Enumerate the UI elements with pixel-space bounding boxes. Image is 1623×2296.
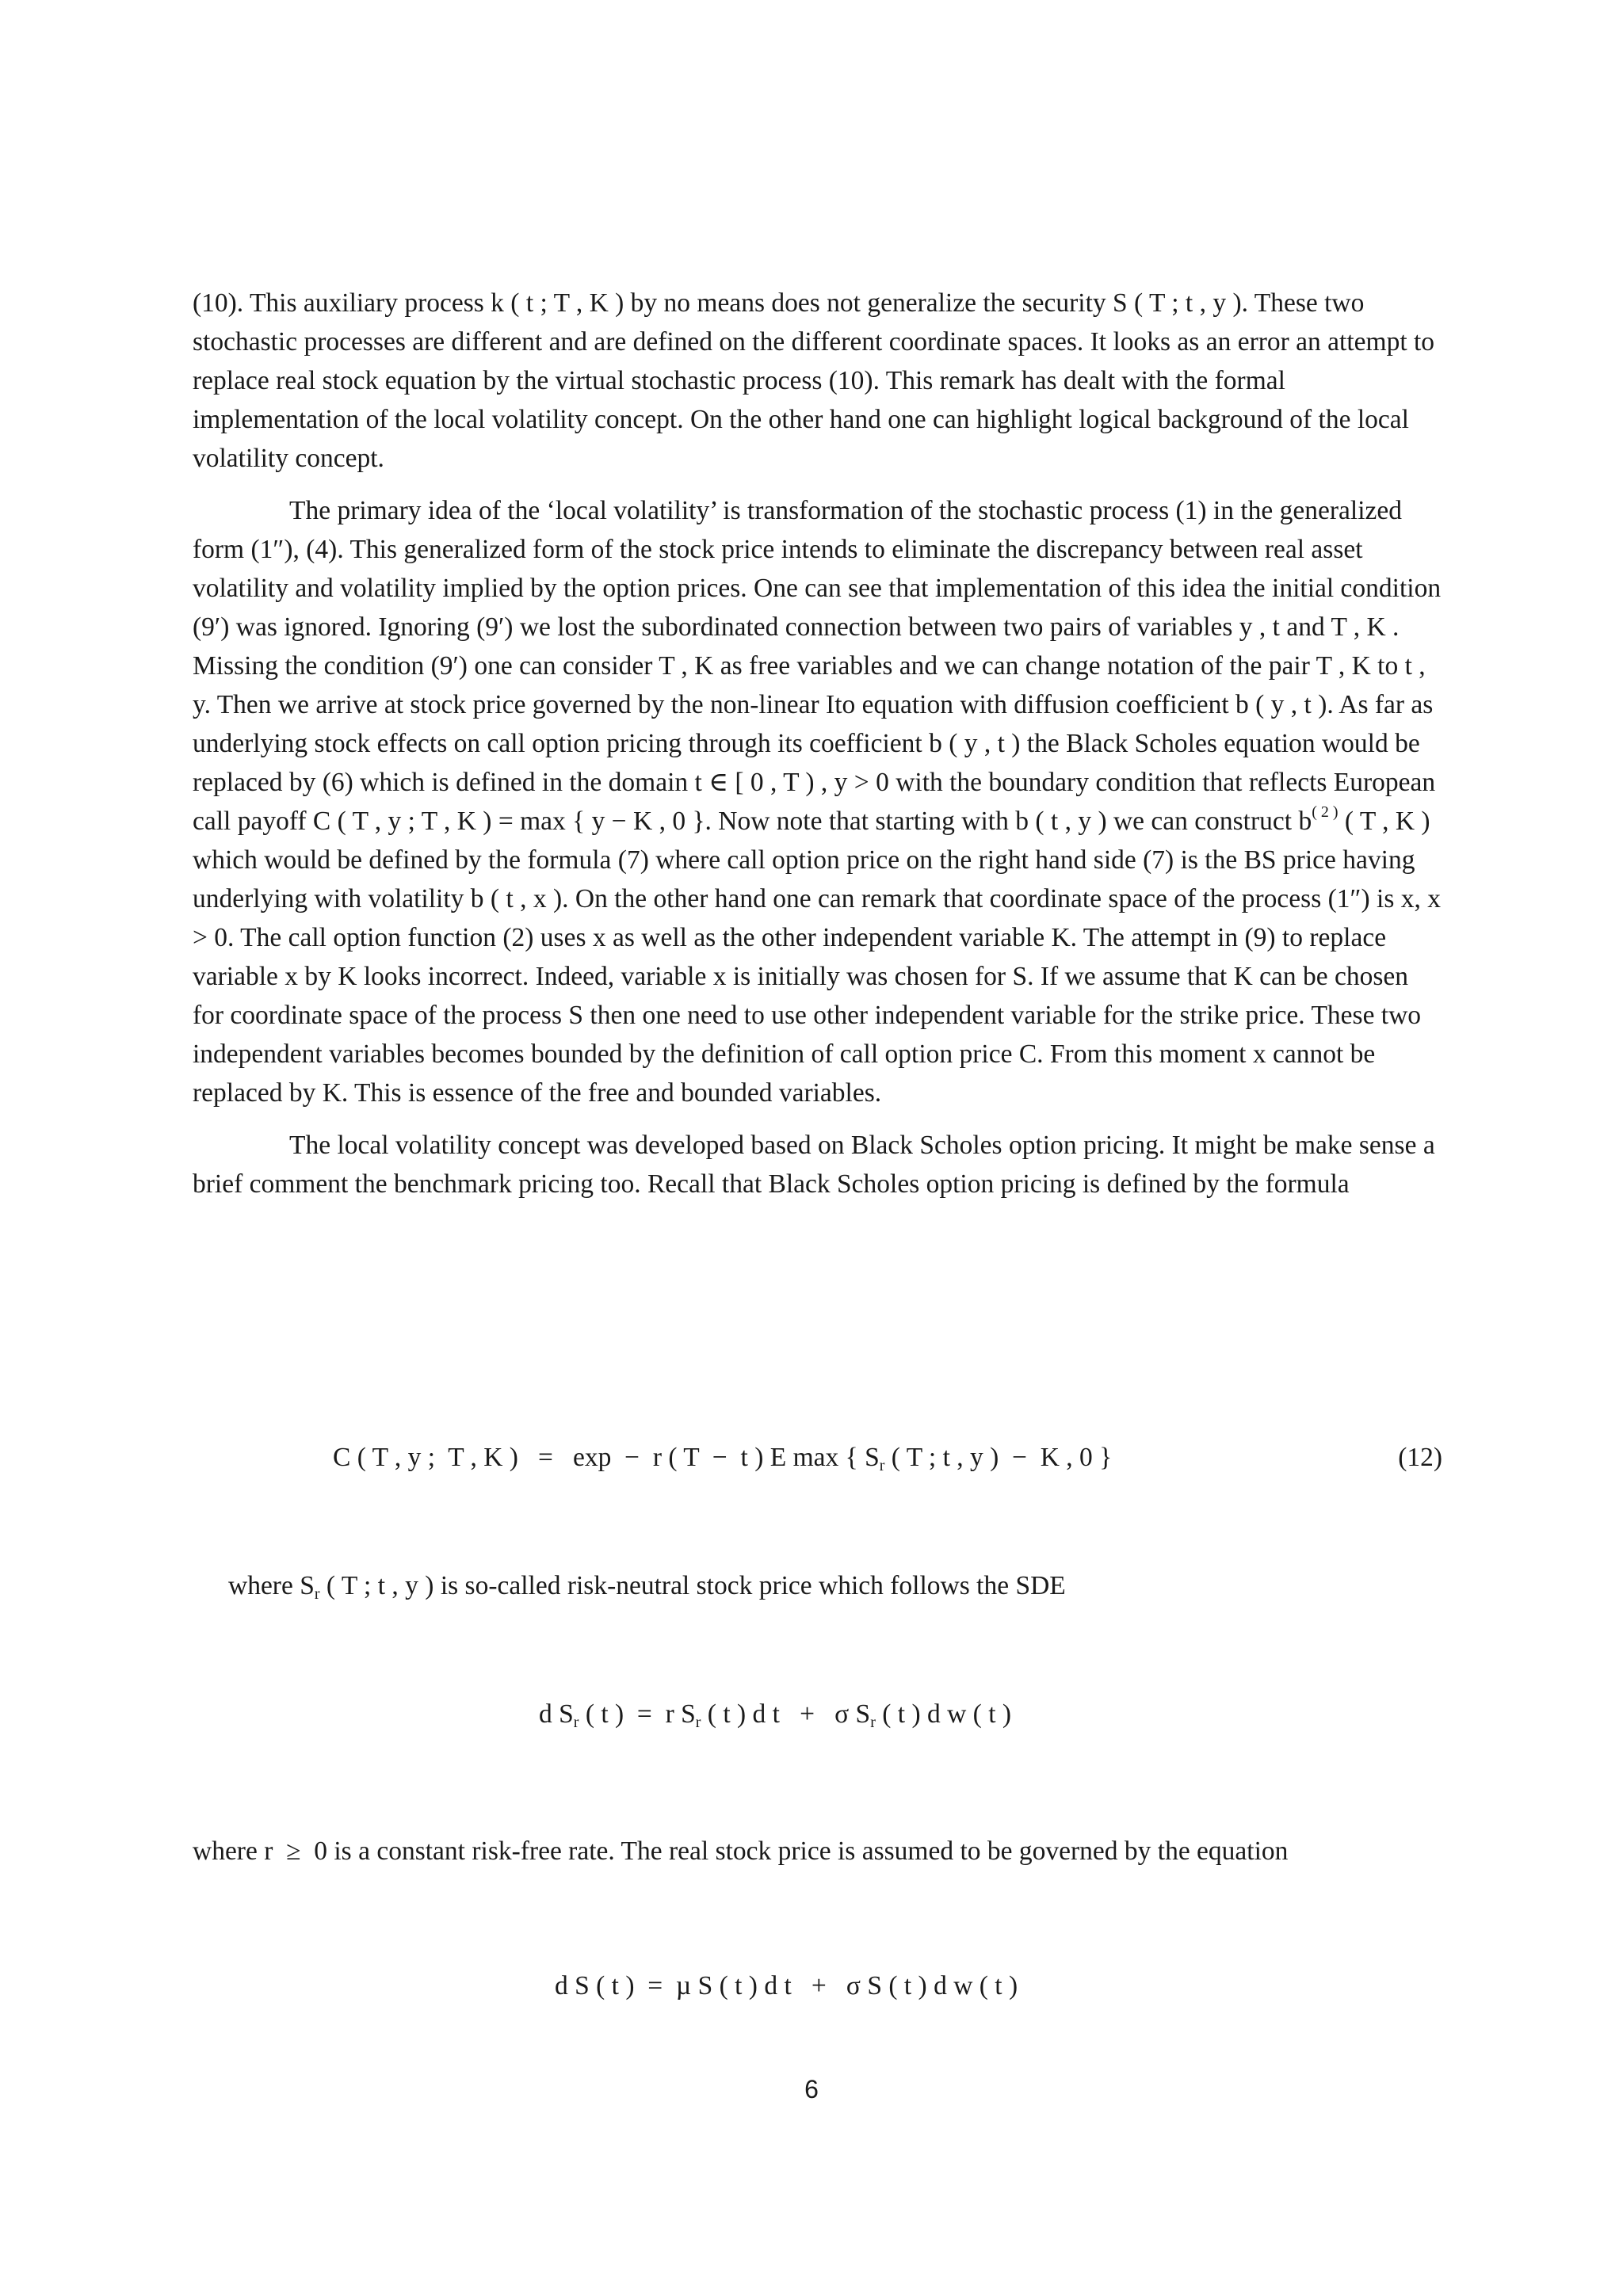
where-risk-neutral-part-a: where S (228, 1571, 315, 1600)
sde1-part-b: ( t ) = r S (579, 1699, 696, 1729)
paragraph-3: The local volatility concept was developed based on Black Scholes option pricing. It might be make sense a brief comment the benchmark pricing too. Recall that Black Scholes option pricing is defined by the formula (193, 1131, 1435, 1199)
sde1-subscript-3: r (870, 1714, 876, 1731)
where-risk-free-line: where r ≥ 0 is a constant risk-free rate. The real stock price is assumed to be governed by the equation (193, 1836, 1289, 1866)
paragraph-2-text-b: ( T , K ) which would be defined by the formula (7) where call option price on the right hand side (7) is the BS price having underlying with volatility b ( t , x ). On the other hand one can remark that coordinate space of the process (1″) is x, x > 0. The call option function (2) uses x as well as the other independent variable K. The attempt in (9) to replace variable x by K looks incorrect. Indeed, variable x is initially was chosen for S. If we assume that K can be chosen for coordinate space of the process S then one need to use other independent variable for the strike price. These two independent variables becomes bounded by the definition of call option price C. From this moment x cannot be replaced by K. This is essence of the free and bounded variables. (193, 807, 1441, 1108)
paragraph-1: (10). This auxiliary process k ( t ; T , K ) by no means does not generalize the security S ( T ; t , y ). These two stochastic processes are different and are defined on the different coordinate spaces. It looks as an error an attempt to replace real stock equation by the virtual stochastic process (10). This remark has dealt with the formal implementation of the local volatility concept. On the other hand one can highlight logical background of the local volatility concept. (193, 288, 1435, 473)
equation-12 (333, 1442, 1112, 1474)
paragraph-2-superscript: ( 2 ) (1312, 803, 1338, 821)
equation-12-subscript: r (879, 1457, 885, 1474)
sde1-part-a: d S (539, 1699, 574, 1729)
page-body (193, 284, 1442, 1203)
equation-real-stock-sde: d S ( t ) = µ S ( t ) d t + σ S ( t ) d w ( t ) (555, 1971, 1018, 2000)
where-risk-neutral-part-b: ( T ; t , y ) is so-called risk-neutral stock price which follows the SDE (319, 1571, 1066, 1600)
equation-12-part-b: ( T ; t , y ) − K , 0 } (884, 1443, 1113, 1472)
sde1-subscript-1: r (573, 1714, 579, 1731)
equation-12-number: (12) (1398, 1443, 1442, 1472)
where-risk-neutral-line (228, 1570, 1066, 1602)
where-risk-neutral-subscript: r (314, 1585, 320, 1603)
sde1-part-d: ( t ) d w ( t ) (875, 1699, 1012, 1729)
equation-12-part-a: C ( T , y ; T , K ) = exp − r ( T − t ) E max { S (333, 1443, 880, 1472)
paragraph-2 (193, 491, 1442, 1112)
sde1-part-c: ( t ) d t + σ S (701, 1699, 871, 1729)
sde1-subscript-2: r (695, 1714, 701, 1731)
equation-risk-neutral-sde (539, 1699, 1011, 1730)
page-number: 6 (804, 2075, 819, 2103)
paragraph-2-text-a: The primary idea of the ‘local volatility’ is transformation of the stochastic process (1) in the generalized form (1″), (4). This generalized form of the stock price intends to eliminate the discrepancy between real asset volatility and volatility implied by the option prices. One can see that implementation of this idea the initial condition (9′) was ignored. Ignoring (9′) we lost the subordinated connection between two pairs of variables y , t and T , K . Missing the condition (9′) one can consider T , K as free variables and we can change notation of the pair T , K to t , y. Then we arrive at stock price governed by the non-linear Ito equation with diffusion coefficient b ( y , t ). As far as underlying stock effects on call option pricing through its coefficient b ( y , t ) the Black Scholes equation would be replaced by (6) which is defined in the domain t ∈ [ 0 , T ) , y > 0 with the boundary condition that reflects European call payoff C ( T , y ; T , K ) = max { y − K , 0 }. Now note that starting with b ( t , y ) we can construct b (193, 496, 1442, 836)
